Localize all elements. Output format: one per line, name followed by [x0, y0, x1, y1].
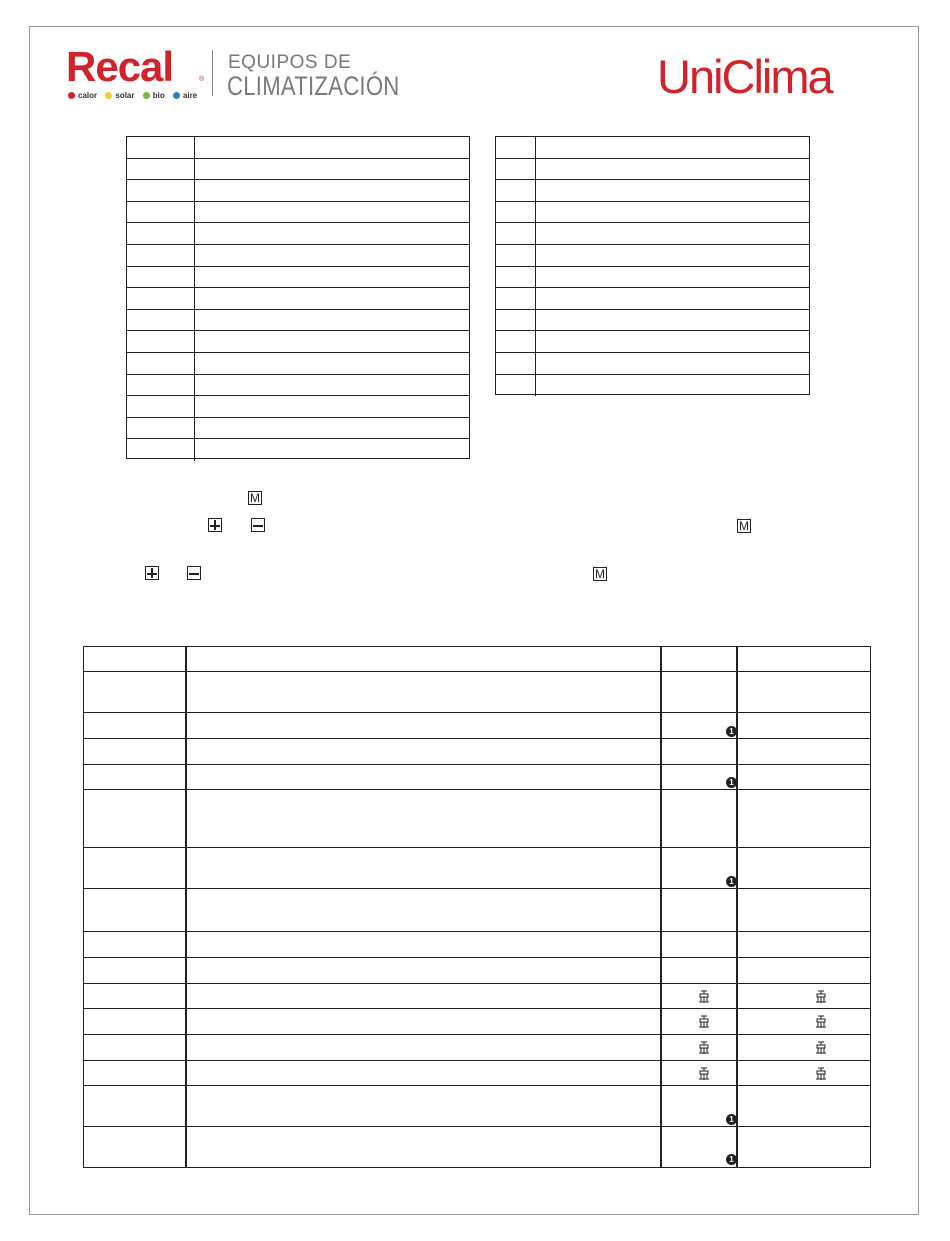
table-row	[84, 713, 870, 739]
column-divider	[185, 647, 187, 1167]
grid-cell-description	[195, 223, 469, 244]
tap-icon	[815, 990, 827, 1004]
note-badge: 1	[726, 777, 737, 788]
grid-row	[496, 310, 809, 332]
grid-row	[496, 202, 809, 224]
grid-cell-description	[536, 137, 809, 158]
grid-cell-code	[127, 137, 195, 158]
table-row	[84, 889, 870, 932]
tap-icon	[698, 1041, 710, 1055]
grid-cell-description	[195, 202, 469, 223]
grid-cell-code	[127, 202, 195, 223]
grid-cell-code	[496, 159, 536, 180]
grid-cell-description	[536, 288, 809, 309]
grid-row	[496, 245, 809, 267]
tap-icon	[698, 1015, 710, 1029]
grid-cell-description	[195, 245, 469, 266]
grid-row	[127, 331, 469, 353]
grid-cell-description	[195, 331, 469, 352]
grid-cell-description	[195, 418, 469, 439]
grid-cell-code	[496, 353, 536, 374]
grid-cell-code	[496, 223, 536, 244]
grid-row	[496, 223, 809, 245]
grid-cell-code	[127, 331, 195, 352]
grid-cell-description	[195, 137, 469, 158]
parameter-grid-left	[126, 136, 470, 459]
grid-row	[127, 137, 469, 159]
grid-row	[127, 245, 469, 267]
grid-row	[127, 418, 469, 440]
grid-cell-description	[536, 310, 809, 331]
tag-aire: aire	[173, 91, 197, 100]
table-row	[84, 848, 870, 889]
grid-cell-code	[496, 202, 536, 223]
grid-cell-code	[496, 180, 536, 201]
column-divider	[660, 647, 662, 1167]
tap-icon	[815, 1041, 827, 1055]
grid-cell-description	[536, 223, 809, 244]
grid-cell-description	[195, 180, 469, 201]
grid-cell-code	[127, 439, 195, 461]
function-table	[83, 646, 871, 1168]
grid-cell-code	[496, 331, 536, 352]
grid-cell-code	[127, 353, 195, 374]
grid-cell-description	[195, 159, 469, 180]
table-row	[84, 1086, 870, 1127]
division-title-line2: CLIMATIZACIÓN	[227, 71, 400, 101]
table-row	[84, 1009, 870, 1035]
note-badge: 1	[726, 876, 737, 887]
table-row	[84, 984, 870, 1009]
note-badge: 1	[726, 1154, 737, 1165]
grid-row	[496, 180, 809, 202]
grid-row	[127, 267, 469, 289]
registered-mark: ®	[199, 76, 205, 83]
grid-row	[496, 353, 809, 375]
uniclima-logo: UniClima	[657, 50, 832, 103]
grid-cell-description	[195, 267, 469, 288]
grid-cell-code	[127, 375, 195, 396]
grid-cell-code	[127, 159, 195, 180]
grid-row	[127, 439, 469, 461]
column-divider	[736, 647, 738, 1167]
recal-tagline	[68, 91, 203, 100]
table-row	[84, 1127, 870, 1167]
table-row	[84, 765, 870, 790]
grid-cell-code	[496, 288, 536, 309]
minus-key-icon	[251, 518, 265, 532]
grid-cell-description	[536, 331, 809, 352]
grid-row	[496, 331, 809, 353]
grid-row	[127, 288, 469, 310]
grid-row	[127, 159, 469, 181]
plus-key-icon	[208, 518, 222, 532]
grid-cell-code	[127, 310, 195, 331]
table-row	[84, 1061, 870, 1086]
tag-bio: bio	[143, 91, 165, 100]
grid-cell-code	[127, 418, 195, 439]
logo-divider	[212, 50, 213, 96]
tap-icon	[815, 1067, 827, 1081]
grid-cell-description	[195, 288, 469, 309]
grid-row	[127, 310, 469, 332]
table-header-row	[84, 647, 870, 672]
grid-cell-description	[536, 353, 809, 374]
tap-icon	[815, 1015, 827, 1029]
minus-key-icon	[187, 566, 201, 580]
grid-row	[127, 353, 469, 375]
grid-cell-code	[496, 375, 536, 397]
parameter-grid-right	[495, 136, 810, 395]
grid-cell-code	[127, 288, 195, 309]
grid-row	[127, 180, 469, 202]
table-row	[84, 790, 870, 848]
tag-solar: solar	[105, 91, 134, 100]
grid-cell-description	[536, 159, 809, 180]
grid-cell-description	[195, 396, 469, 417]
grid-cell-code	[127, 245, 195, 266]
grid-cell-description	[195, 439, 469, 461]
division-title-line1: EQUIPOS DE	[228, 52, 352, 73]
table-row	[84, 739, 870, 765]
table-row	[84, 672, 870, 713]
grid-cell-code	[127, 267, 195, 288]
grid-row	[127, 202, 469, 224]
table-row	[84, 932, 870, 958]
tap-icon	[698, 990, 710, 1004]
grid-cell-description	[536, 375, 809, 397]
grid-row	[496, 288, 809, 310]
grid-cell-description	[195, 353, 469, 374]
dot-icon	[105, 92, 112, 99]
grid-cell-description	[536, 180, 809, 201]
grid-cell-description	[536, 267, 809, 288]
mode-key-icon: M	[250, 491, 260, 505]
grid-cell-description	[195, 310, 469, 331]
grid-cell-code	[127, 223, 195, 244]
table-row	[84, 1035, 870, 1061]
grid-cell-description	[195, 375, 469, 396]
tap-icon	[698, 1067, 710, 1081]
grid-row	[496, 267, 809, 289]
table-row	[84, 958, 870, 984]
grid-cell-code	[496, 245, 536, 266]
recal-wordmark: Recal	[66, 43, 174, 90]
grid-cell-description	[536, 202, 809, 223]
grid-cell-code	[127, 180, 195, 201]
note-badge: 1	[726, 726, 737, 737]
grid-cell-code	[127, 396, 195, 417]
dot-icon	[143, 92, 150, 99]
grid-row	[127, 396, 469, 418]
note-badge: 1	[726, 1114, 737, 1125]
grid-row	[496, 159, 809, 181]
dot-icon	[173, 92, 180, 99]
tag-calor: calor	[68, 91, 97, 100]
mode-key-icon: M	[739, 519, 749, 533]
grid-row	[496, 137, 809, 159]
grid-cell-description	[536, 245, 809, 266]
grid-row	[496, 375, 809, 397]
mode-key-icon: M	[595, 567, 605, 581]
grid-cell-code	[496, 267, 536, 288]
grid-row	[127, 375, 469, 397]
plus-key-icon	[145, 566, 159, 580]
grid-cell-code	[496, 310, 536, 331]
dot-icon	[68, 92, 75, 99]
grid-cell-code	[496, 137, 536, 158]
grid-row	[127, 223, 469, 245]
